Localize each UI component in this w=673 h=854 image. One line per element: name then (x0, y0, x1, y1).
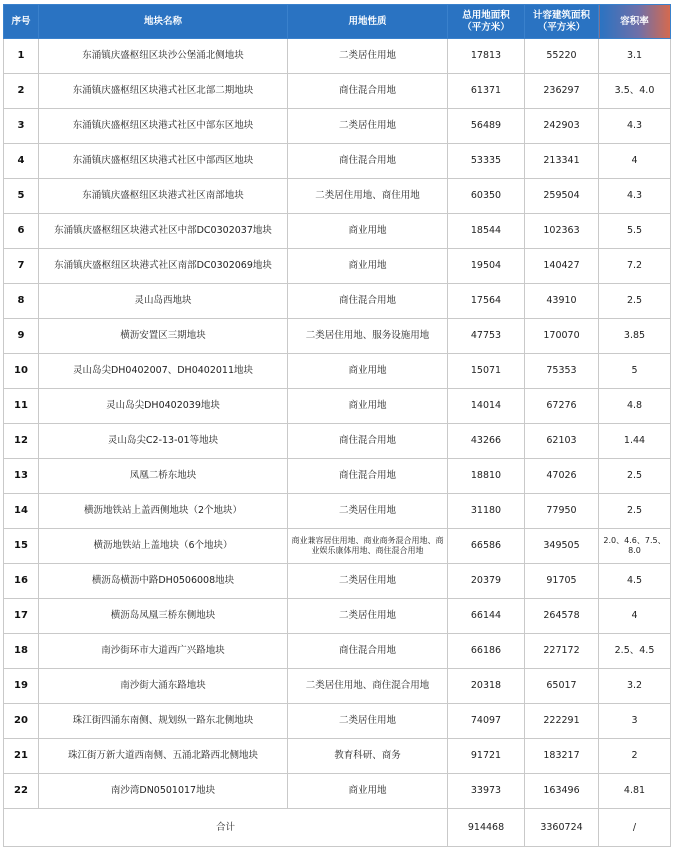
row-index: 13 (4, 459, 39, 494)
row-parcel-name: 横沥地铁站上盖西侧地块（2个地块） (39, 494, 288, 529)
row-far: 4.81 (599, 774, 671, 809)
row-land-use: 商住混合用地 (288, 424, 448, 459)
row-total-area: 18544 (448, 214, 525, 249)
row-land-use: 二类居住用地、商住混合用地 (288, 669, 448, 704)
row-index: 7 (4, 249, 39, 284)
row-parcel-name: 横沥岛凤凰三桥东侧地块 (39, 599, 288, 634)
row-land-use: 商业兼容居住用地、商业商务混合用地、商业娱乐康体用地、商住混合用地 (288, 529, 448, 564)
row-parcel-name: 横沥安置区三期地块 (39, 319, 288, 354)
row-far: 5.5 (599, 214, 671, 249)
table-row (4, 459, 671, 494)
header-far: 容积率 (599, 5, 671, 39)
header-area: 总用地面积 （平方米） (448, 5, 525, 39)
row-index: 6 (4, 214, 39, 249)
row-total-area: 53335 (448, 144, 525, 179)
row-index: 15 (4, 529, 39, 564)
row-total-area: 14014 (448, 389, 525, 424)
row-far: 3.2 (599, 669, 671, 704)
row-land-use: 二类居住用地 (288, 599, 448, 634)
row-far: 3.1 (599, 39, 671, 74)
row-floor-area: 75353 (525, 354, 599, 389)
row-floor-area: 236297 (525, 74, 599, 109)
table-row (4, 354, 671, 389)
row-far: 7.2 (599, 249, 671, 284)
row-parcel-name: 灵山岛尖DH0402039地块 (39, 389, 288, 424)
row-total-area: 66186 (448, 634, 525, 669)
row-floor-area: 170070 (525, 319, 599, 354)
table-row (4, 704, 671, 739)
table-row (4, 249, 671, 284)
row-total-area: 61371 (448, 74, 525, 109)
table-row (4, 284, 671, 319)
row-floor-area: 102363 (525, 214, 599, 249)
header-name: 地块名称 (39, 5, 288, 39)
row-land-use: 商住混合用地 (288, 144, 448, 179)
row-floor-area: 67276 (525, 389, 599, 424)
row-land-use: 商住混合用地 (288, 634, 448, 669)
row-parcel-name: 灵山岛尖DH0402007、DH0402011地块 (39, 354, 288, 389)
header-use: 用地性质 (288, 5, 448, 39)
row-total-area: 74097 (448, 704, 525, 739)
row-total-area: 56489 (448, 109, 525, 144)
row-land-use: 商住混合用地 (288, 284, 448, 319)
row-total-area: 66144 (448, 599, 525, 634)
row-far: 4 (599, 144, 671, 179)
row-index: 21 (4, 739, 39, 774)
row-total-area: 15071 (448, 354, 525, 389)
total-label: 合计 (4, 809, 448, 847)
row-floor-area: 91705 (525, 564, 599, 599)
row-far: 3.85 (599, 319, 671, 354)
table-row (4, 319, 671, 354)
table-total-row (4, 809, 671, 847)
row-floor-area: 65017 (525, 669, 599, 704)
row-floor-area: 62103 (525, 424, 599, 459)
row-index: 3 (4, 109, 39, 144)
row-total-area: 43266 (448, 424, 525, 459)
row-index: 14 (4, 494, 39, 529)
row-far: 5 (599, 354, 671, 389)
table-row (4, 634, 671, 669)
table-row (4, 424, 671, 459)
table-row (4, 74, 671, 109)
row-parcel-name: 东涌镇庆盛枢纽区块港式社区南部DC0302069地块 (39, 249, 288, 284)
row-parcel-name: 东涌镇庆盛枢纽区块港式社区北部二期地块 (39, 74, 288, 109)
row-floor-area: 163496 (525, 774, 599, 809)
table-row (4, 669, 671, 704)
row-parcel-name: 珠江街万新大道西南侧、五涌北路西北侧地块 (39, 739, 288, 774)
row-index: 2 (4, 74, 39, 109)
row-floor-area: 47026 (525, 459, 599, 494)
row-total-area: 33973 (448, 774, 525, 809)
table-row (4, 39, 671, 74)
row-floor-area: 242903 (525, 109, 599, 144)
row-index: 5 (4, 179, 39, 214)
row-index: 18 (4, 634, 39, 669)
row-land-use: 商业用地 (288, 214, 448, 249)
row-far: 2.5 (599, 284, 671, 319)
table-row (4, 739, 671, 774)
row-land-use: 二类居住用地 (288, 109, 448, 144)
row-total-area: 18810 (448, 459, 525, 494)
row-far: 2.5 (599, 494, 671, 529)
row-land-use: 二类居住用地 (288, 39, 448, 74)
row-land-use: 二类居住用地 (288, 564, 448, 599)
table-header-row (4, 5, 671, 39)
row-index: 19 (4, 669, 39, 704)
row-index: 8 (4, 284, 39, 319)
land-parcel-table (3, 4, 671, 847)
row-land-use: 商住混合用地 (288, 459, 448, 494)
row-parcel-name: 南沙街大涌东路地块 (39, 669, 288, 704)
table-row (4, 599, 671, 634)
header-floor-area: 计容建筑面积 （平方米） (525, 5, 599, 39)
row-land-use: 二类居住用地、商住用地 (288, 179, 448, 214)
row-total-area: 20318 (448, 669, 525, 704)
row-index: 1 (4, 39, 39, 74)
row-land-use: 商业用地 (288, 774, 448, 809)
row-land-use: 商业用地 (288, 354, 448, 389)
total-floor-area: 3360724 (525, 809, 599, 847)
row-floor-area: 259504 (525, 179, 599, 214)
row-floor-area: 222291 (525, 704, 599, 739)
table-row (4, 529, 671, 564)
row-total-area: 19504 (448, 249, 525, 284)
header-index: 序号 (4, 5, 39, 39)
row-parcel-name: 东涌镇庆盛枢纽区块港式社区中部西区地块 (39, 144, 288, 179)
row-far: 1.44 (599, 424, 671, 459)
total-far: / (599, 809, 671, 847)
table-row (4, 214, 671, 249)
row-total-area: 66586 (448, 529, 525, 564)
total-area: 914468 (448, 809, 525, 847)
row-floor-area: 213341 (525, 144, 599, 179)
table-row (4, 179, 671, 214)
row-parcel-name: 东涌镇庆盛枢纽区块沙公堡涌北侧地块 (39, 39, 288, 74)
row-index: 22 (4, 774, 39, 809)
row-total-area: 91721 (448, 739, 525, 774)
row-parcel-name: 灵山岛西地块 (39, 284, 288, 319)
table-body (4, 39, 671, 847)
table-row (4, 109, 671, 144)
row-floor-area: 55220 (525, 39, 599, 74)
row-index: 11 (4, 389, 39, 424)
row-land-use: 商住混合用地 (288, 74, 448, 109)
row-floor-area: 77950 (525, 494, 599, 529)
row-far: 4.5 (599, 564, 671, 599)
row-index: 16 (4, 564, 39, 599)
row-land-use: 教育科研、商务 (288, 739, 448, 774)
row-parcel-name: 东涌镇庆盛枢纽区块港式社区中部东区地块 (39, 109, 288, 144)
row-total-area: 20379 (448, 564, 525, 599)
row-floor-area: 183217 (525, 739, 599, 774)
row-floor-area: 43910 (525, 284, 599, 319)
row-floor-area: 227172 (525, 634, 599, 669)
row-floor-area: 264578 (525, 599, 599, 634)
table-row (4, 494, 671, 529)
row-far: 2.5、4.5 (599, 634, 671, 669)
row-parcel-name: 东涌镇庆盛枢纽区块港式社区南部地块 (39, 179, 288, 214)
row-parcel-name: 珠江街四涌东南侧、规划纵一路东北侧地块 (39, 704, 288, 739)
row-total-area: 31180 (448, 494, 525, 529)
row-floor-area: 140427 (525, 249, 599, 284)
row-far: 3 (599, 704, 671, 739)
row-parcel-name: 横沥岛横沥中路DH0506008地块 (39, 564, 288, 599)
row-far: 4.3 (599, 109, 671, 144)
row-total-area: 47753 (448, 319, 525, 354)
row-land-use: 二类居住用地 (288, 494, 448, 529)
row-parcel-name: 南沙湾DN0501017地块 (39, 774, 288, 809)
row-land-use: 二类居住用地 (288, 704, 448, 739)
row-land-use: 二类居住用地、服务设施用地 (288, 319, 448, 354)
row-index: 17 (4, 599, 39, 634)
table-row (4, 144, 671, 179)
row-parcel-name: 南沙街环市大道西广兴路地块 (39, 634, 288, 669)
row-index: 12 (4, 424, 39, 459)
row-parcel-name: 灵山岛尖C2-13-01等地块 (39, 424, 288, 459)
table-row (4, 564, 671, 599)
row-far: 3.5、4.0 (599, 74, 671, 109)
row-index: 10 (4, 354, 39, 389)
row-index: 4 (4, 144, 39, 179)
table-row (4, 389, 671, 424)
row-far: 2.5 (599, 459, 671, 494)
row-floor-area: 349505 (525, 529, 599, 564)
row-parcel-name: 凤凰二桥东地块 (39, 459, 288, 494)
row-far: 4.8 (599, 389, 671, 424)
table-row (4, 774, 671, 809)
row-total-area: 17564 (448, 284, 525, 319)
row-far: 4 (599, 599, 671, 634)
row-far: 4.3 (599, 179, 671, 214)
row-index: 9 (4, 319, 39, 354)
row-parcel-name: 东涌镇庆盛枢纽区块港式社区中部DC0302037地块 (39, 214, 288, 249)
row-far: 2 (599, 739, 671, 774)
row-far: 2.0、4.6、7.5、8.0 (599, 529, 671, 564)
row-land-use: 商业用地 (288, 389, 448, 424)
row-total-area: 60350 (448, 179, 525, 214)
row-land-use: 商业用地 (288, 249, 448, 284)
row-index: 20 (4, 704, 39, 739)
row-total-area: 17813 (448, 39, 525, 74)
row-parcel-name: 横沥地铁站上盖地块（6个地块） (39, 529, 288, 564)
